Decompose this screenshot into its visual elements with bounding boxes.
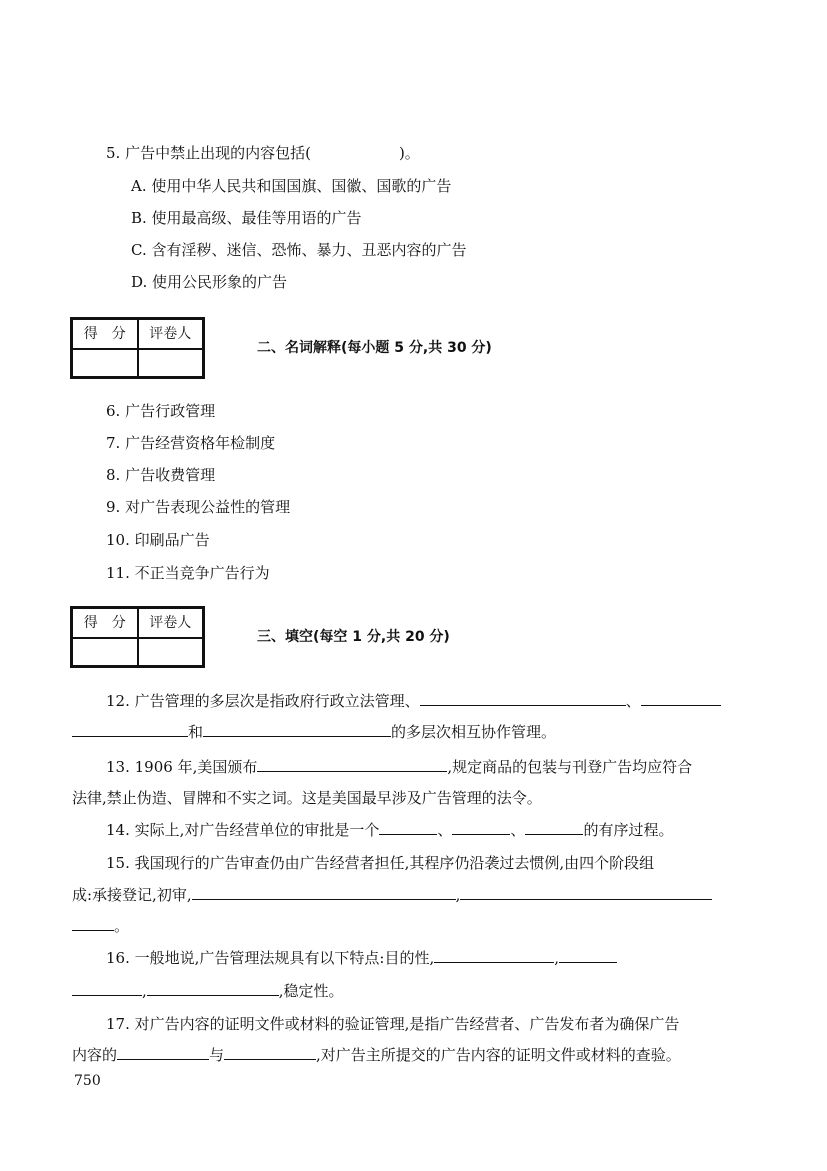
q5-stem: 5. 广告中禁止出现的内容包括( )。 [106, 144, 420, 162]
grader-label: 评卷人 [138, 608, 204, 638]
q16-line2: , ,稳定性。 [72, 981, 344, 1001]
q12-blank-2[interactable] [641, 691, 721, 706]
q16-blank-2[interactable] [559, 948, 617, 963]
q13-blank-1[interactable] [257, 757, 447, 772]
q12-blank-2-cont[interactable] [72, 722, 188, 737]
q17-blank-1[interactable] [117, 1045, 209, 1060]
term-item: 7. 广告经营资格年检制度 [106, 434, 276, 452]
score-cell[interactable] [72, 349, 138, 377]
q16-line1: 16. 一般地说,广告管理法规具有以下特点:目的性, , [106, 948, 617, 968]
score-label: 得 分 [72, 608, 138, 638]
q14-blank-3[interactable] [525, 820, 583, 835]
term-item: 9. 对广告表现公益性的管理 [106, 498, 291, 516]
score-cell[interactable] [72, 638, 138, 666]
term-item: 11. 不正当竞争广告行为 [106, 564, 270, 582]
q16-blank-3[interactable] [147, 981, 279, 996]
q14-blank-1[interactable] [379, 820, 437, 835]
grader-cell[interactable] [138, 638, 204, 666]
q13-line1: 13. 1906 年,美国颁布 ,规定商品的包装与刊登广告均应符合 [106, 758, 693, 776]
q15-line3: 。 [72, 916, 129, 936]
section3-title: 三、填空(每空 1 分,共 20 分) [257, 629, 450, 645]
q5-option-d: D. 使用公民形象的广告 [131, 273, 288, 291]
section2-title: 二、名词解释(每小题 5 分,共 30 分) [257, 340, 492, 356]
q5-option-a: A. 使用中华人民共和国国旗、国徽、国歌的广告 [131, 177, 452, 195]
q15-line2: 成:承接登记,初审, , [72, 885, 712, 905]
q16-blank-2-cont[interactable] [72, 981, 142, 996]
q12-blank-1[interactable] [420, 691, 626, 706]
term-item: 6. 广告行政管理 [106, 402, 216, 420]
q5-answer-space[interactable] [311, 144, 399, 158]
q17-blank-2[interactable] [224, 1045, 316, 1060]
page-number: 750 [74, 1073, 101, 1089]
q15-blank-1[interactable] [192, 885, 456, 900]
q15-line1: 15. 我国现行的广告审查仍由广告经营者担任,其程序仍沿袭过去惯例,由四个阶段组 [106, 854, 655, 872]
q17-line1: 17. 对广告内容的证明文件或材料的验证管理,是指广告经营者、广告发布者为确保广告 [106, 1015, 680, 1033]
q12-line2: 和 的多层次相互协作管理。 [72, 722, 556, 742]
grader-label: 评卷人 [138, 319, 204, 349]
q12-blank-3[interactable] [203, 722, 391, 737]
q15-blank-2[interactable] [460, 885, 712, 900]
q5-option-c: C. 含有淫秽、迷信、恐怖、暴力、丑恶内容的广告 [131, 241, 467, 259]
term-item: 8. 广告收费管理 [106, 466, 216, 484]
q14: 14. 实际上,对广告经营单位的审批是一个 、 、 的有序过程。 [106, 821, 674, 839]
q15-blank-2-cont[interactable] [72, 916, 114, 931]
q14-blank-2[interactable] [452, 820, 510, 835]
term-item: 10. 印刷品广告 [106, 531, 210, 549]
q17-line2: 内容的 与 ,对广告主所提交的广告内容的证明文件或材料的查验。 [72, 1046, 681, 1064]
grader-cell[interactable] [138, 349, 204, 377]
score-label: 得 分 [72, 319, 138, 349]
q16-blank-1[interactable] [434, 948, 554, 963]
q12-line1: 12. 广告管理的多层次是指政府行政立法管理、 、 [106, 691, 721, 711]
q13-line2: 法律,禁止伪造、冒牌和不实之词。这是美国最早涉及广告管理的法令。 [72, 789, 542, 807]
q5-option-b: B. 使用最高级、最佳等用语的广告 [131, 209, 362, 227]
score-box-section3 [70, 606, 205, 668]
score-box-section2 [70, 317, 205, 379]
